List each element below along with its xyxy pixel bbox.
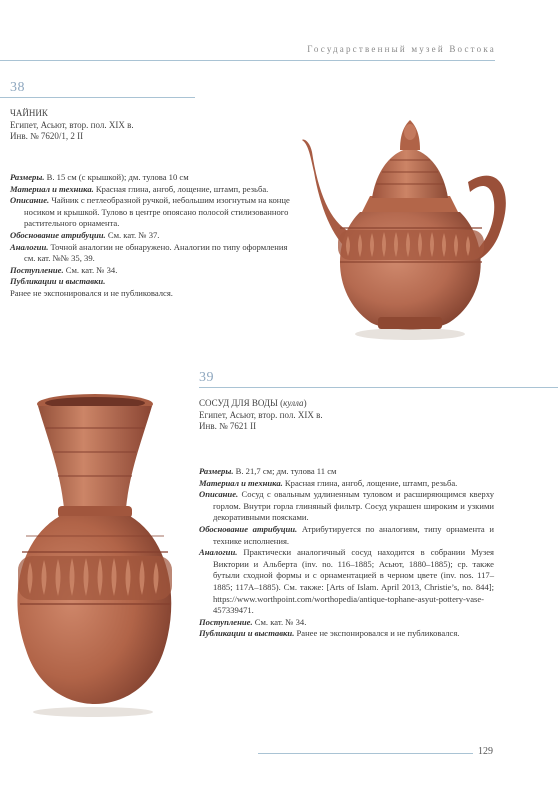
object-origin: Египет, Асьют, втор. пол. XIX в. xyxy=(199,409,323,420)
field-label: Описание. xyxy=(199,489,239,500)
object-title: ЧАЙНИК xyxy=(10,108,48,118)
field-label: Поступление. xyxy=(10,264,64,275)
catalog-number-rule xyxy=(199,387,558,388)
water-vessel-photo xyxy=(8,390,178,720)
catalog-specs xyxy=(199,466,494,640)
field-text: В. 15 см (с крышкой); дм. тулова 10 см xyxy=(44,172,189,182)
field-label: Размеры. xyxy=(10,172,45,182)
catalog-field xyxy=(199,524,494,547)
object-identification xyxy=(199,398,323,433)
field-text: В. 21,7 см; дм. тулова 11 см xyxy=(233,466,337,476)
catalog-field xyxy=(199,489,494,524)
inventory-number: Инв. № 7621 II xyxy=(199,421,257,431)
catalog-field xyxy=(10,276,298,288)
teapot-photo xyxy=(300,112,516,344)
field-label: Описание. xyxy=(10,195,50,206)
field-text: Красная глина, ангоб, лощение, штамп, резьба. xyxy=(93,183,269,194)
field-text: Точной аналогии не обнаружено. Аналогии по типу оформления см. кат. №№ 35, 39. xyxy=(24,241,288,264)
running-title: Государственный музей Востока xyxy=(307,44,496,54)
publication-note: Ранее не экспонировался и не публиковался. xyxy=(10,287,173,298)
field-label: Материал и техника. xyxy=(10,183,94,194)
catalog-field xyxy=(10,230,298,242)
field-text: См. кат. № 34. xyxy=(63,264,118,275)
field-text: Практически аналогичный сосуд находится в собрании Музея Виктории и Альберта (inv. no. 116–1885; Асьют, 1880–1885); ср. также бутыли сходной формы и с орнаментацией в черном цвете (inv. nos. 117–1885; 117A–1885). См. также: [Arts of Islam. April 2013, Christie’s, no. 844]; https://www.worthpoint.com/worthopedia/antique-tophane-asyut-pottery-vase-457339471. xyxy=(213,547,494,616)
header-rule xyxy=(0,60,495,61)
catalog-field xyxy=(199,617,494,629)
catalog-field xyxy=(199,547,494,617)
footer-rule xyxy=(258,753,473,754)
catalog-field xyxy=(199,628,494,640)
page-number: 129 xyxy=(478,746,493,757)
object-origin: Египет, Асьют, втор. пол. XIX в. xyxy=(10,119,134,130)
catalog-field xyxy=(199,478,494,490)
object-identification xyxy=(10,108,134,143)
field-label: Материал и техника. xyxy=(199,477,283,488)
field-text: Атрибутируется по аналогиям, типу орнамента и технике исполнения. xyxy=(213,523,495,546)
field-text: См. кат. № 37. xyxy=(105,229,160,240)
field-text: Сосуд с овальным удлиненным туловом и расширяющимся кверху горлом. Внутри горла глиняный фильтр. Сосуд украшен широким и узкими декоративными поясками. xyxy=(213,489,494,523)
field-text: Ранее не экспонировался и не публиковался. xyxy=(294,628,460,639)
field-label: Аналогии. xyxy=(10,241,49,252)
field-label: Обоснование атрибуции. xyxy=(10,229,106,240)
catalog-specs xyxy=(10,172,298,300)
catalog-field xyxy=(10,242,298,265)
catalog-field xyxy=(10,172,298,184)
field-label: Поступление. xyxy=(199,616,253,627)
field-label: Аналогии. xyxy=(199,547,238,558)
catalog-field xyxy=(10,184,298,196)
field-text: См. кат. № 34. xyxy=(252,616,307,627)
object-title: СОСУД ДЛЯ ВОДЫ (кулла) xyxy=(199,398,307,408)
catalog-number-38: 38 xyxy=(10,80,25,95)
catalog-field xyxy=(10,265,298,277)
catalog-number-rule xyxy=(0,97,195,98)
catalog-number-39: 39 xyxy=(199,370,214,385)
catalog-field xyxy=(199,466,494,478)
field-label: Обоснование атрибуции. xyxy=(199,523,298,534)
field-text: Чайник с петлеобразной ручкой, небольшим изогнутым на конце носиком и крышкой. Тулово в центре опоясано полосой стилизованного растительного орнамента. xyxy=(24,195,290,229)
field-label: Размеры. xyxy=(199,466,234,476)
inventory-number: Инв. № 7620/1, 2 II xyxy=(10,131,84,141)
field-label: Публикации и выставки. xyxy=(10,276,106,287)
field-text: Красная глина, ангоб, лощение, штамп, резьба. xyxy=(282,477,458,488)
catalog-field xyxy=(10,195,298,230)
field-label: Публикации и выставки. xyxy=(199,628,295,639)
